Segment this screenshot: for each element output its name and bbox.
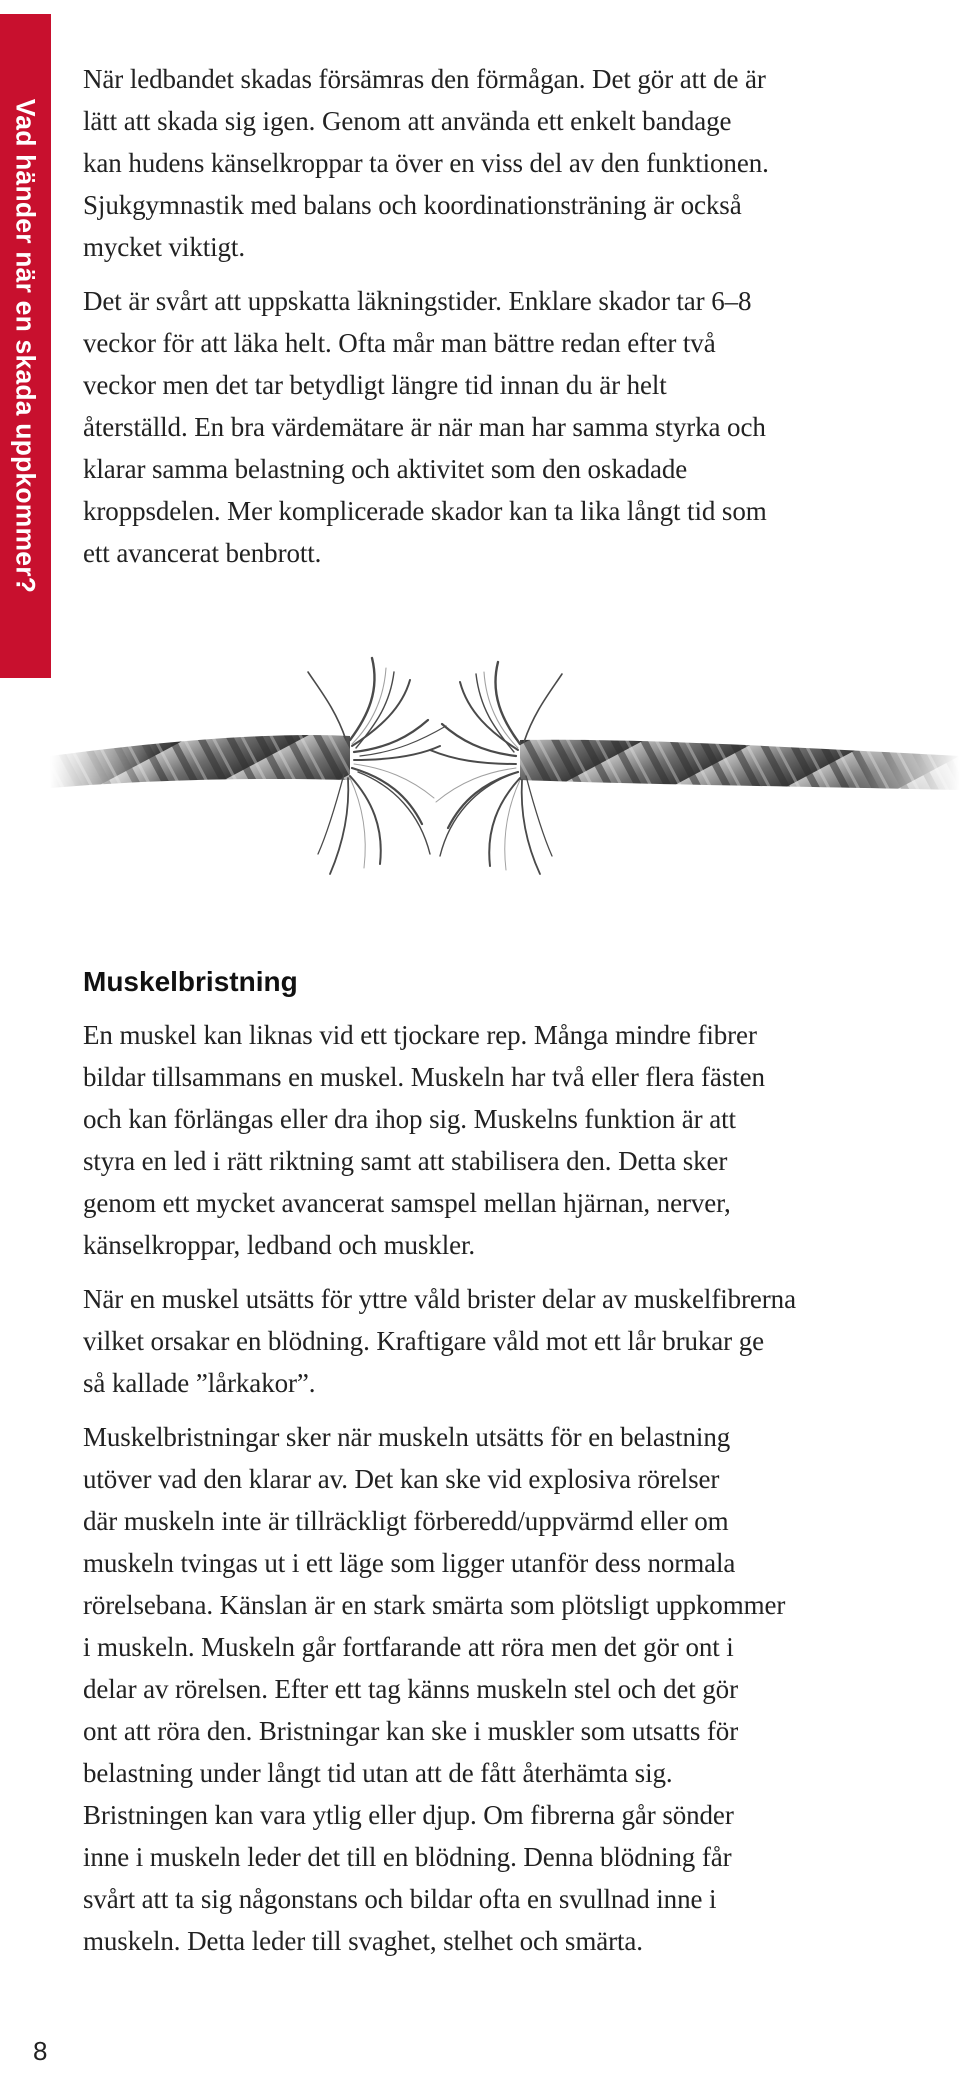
chapter-side-tab-label: Vad händer när en skada uppkommer? <box>10 98 41 594</box>
text-line: ont att röra den. Bristningar kan ske i muskler som utsatts för <box>83 1716 739 1746</box>
text-line: mycket viktigt. <box>83 232 245 262</box>
text-line: så kallade ”lårkakor”. <box>83 1368 316 1398</box>
text-line: bildar tillsammans en muskel. Muskeln har två eller flera fästen <box>83 1062 765 1092</box>
text-line: återställd. En bra värdemätare är när man har samma styrka och <box>83 412 766 442</box>
text-line: muskeln. Detta leder till svaghet, stelhet och smärta. <box>83 1926 643 1956</box>
text-line: Sjukgymnastik med balans och koordinationsträning är också <box>83 190 742 220</box>
text-line: När en muskel utsätts för yttre våld brister delar av muskelfibrerna <box>83 1284 796 1314</box>
section-heading: Muskelbristning <box>83 966 298 997</box>
text-line: vilket orsakar en blödning. Kraftigare våld mot ett lår brukar ge <box>83 1326 765 1356</box>
frayed-rope-illustration <box>50 628 960 918</box>
text-line: Bristningen kan vara ytlig eller djup. Om fibrerna går sönder <box>83 1800 734 1830</box>
text-line: känselkroppar, ledband och muskler. <box>83 1230 476 1260</box>
chapter-side-tab <box>0 14 51 678</box>
text-line: inne i muskeln leder det till en blödning. Denna blödning får <box>83 1842 732 1872</box>
text-line: När ledbandet skadas försämras den förmågan. Det gör att de är <box>83 64 766 94</box>
text-line: veckor men det tar betydligt längre tid innan du är helt <box>83 370 667 400</box>
text-line: där muskeln inte är tillräckligt förberedd/uppvärmd eller om <box>83 1506 729 1536</box>
intro-paragraph-2 <box>83 280 923 574</box>
text-line: och kan förlängas eller dra ihop sig. Muskelns funktion är att <box>83 1104 736 1134</box>
text-line: utöver vad den klarar av. Det kan ske vid explosiva rörelser <box>83 1464 720 1494</box>
intro-paragraph-1 <box>83 58 923 268</box>
text-line: i muskeln. Muskeln går fortfarande att röra men det gör ont i <box>83 1632 734 1662</box>
text-line: kan hudens känselkroppar ta över en viss del av den funktionen. <box>83 148 769 178</box>
rope-icon <box>50 628 960 918</box>
text-line: ett avancerat benbrott. <box>83 538 322 568</box>
text-line: belastning under långt tid utan att de fått återhämta sig. <box>83 1758 673 1788</box>
text-line: lätt att skada sig igen. Genom att använda ett enkelt bandage <box>83 106 732 136</box>
text-line: Det är svårt att uppskatta läkningstider. Enklare skador tar 6–8 <box>83 286 752 316</box>
text-line: Muskelbristningar sker när muskeln utsätts för en belastning <box>83 1422 731 1452</box>
section-paragraph-1 <box>83 1014 923 1266</box>
text-line: muskeln tvingas ut i ett läge som ligger utanför dess normala <box>83 1548 736 1578</box>
text-line: svårt att ta sig någonstans och bildar ofta en svullnad inne i <box>83 1884 717 1914</box>
section-text <box>83 1014 923 1962</box>
text-line: klarar samma belastning och aktivitet som den oskadade <box>83 454 688 484</box>
intro-text <box>83 58 923 574</box>
text-line: delar av rörelsen. Efter ett tag känns muskeln stel och det gör <box>83 1674 738 1704</box>
text-line: En muskel kan liknas vid ett tjockare rep. Många mindre fibrer <box>83 1020 757 1050</box>
text-line: rörelsebana. Känslan är en stark smärta som plötsligt uppkommer <box>83 1590 786 1620</box>
page-number: 8 <box>33 2036 48 2066</box>
text-line: genom ett mycket avancerat samspel mellan hjärnan, nerver, <box>83 1188 731 1218</box>
section-paragraph-2 <box>83 1278 923 1404</box>
section-paragraph-3 <box>83 1416 923 1962</box>
text-line: styra en led i rätt riktning samt att stabilisera den. Detta sker <box>83 1146 728 1176</box>
text-line: kroppsdelen. Mer komplicerade skador kan ta lika långt tid som <box>83 496 767 526</box>
text-line: veckor för att läka helt. Ofta mår man bättre redan efter två <box>83 328 716 358</box>
